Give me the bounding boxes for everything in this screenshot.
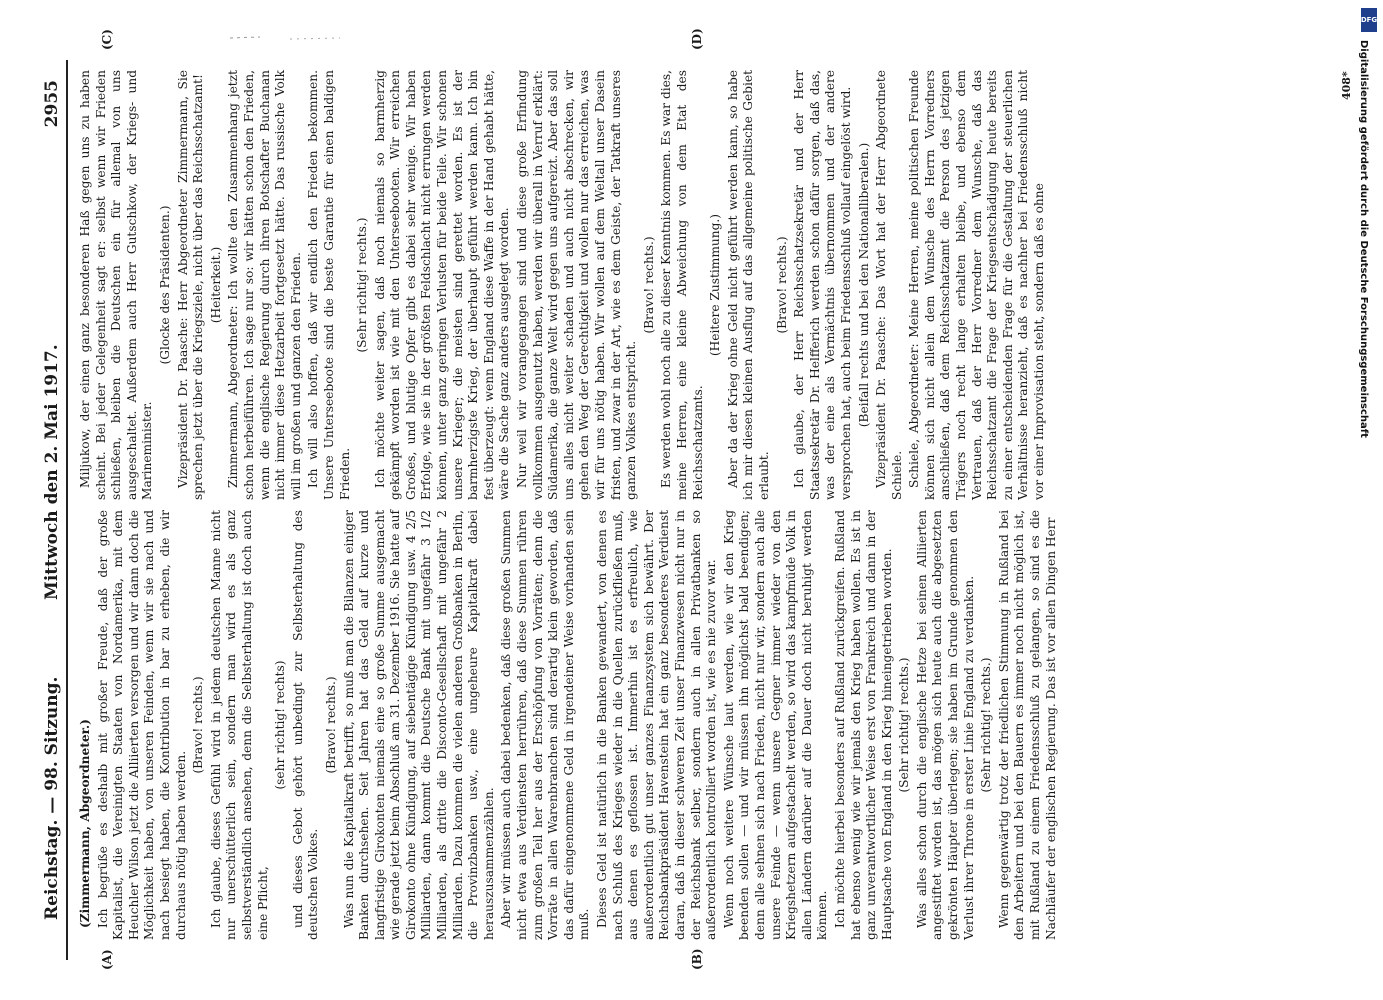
paragraph: Ich möchte hierbei besonders auf Rußland zurückgreifen. Rußland hat ebenso wenig wie wir jemals den Krieg haben wollen. Es ist in ganz unverantwortlicher Weise erst von Frankreich und dann in der Hauptsache von England in den Krieg hineingetrieben worden.: [832, 510, 894, 940]
paragraph: Ich möchte weiter sagen, daß noch niemals so barmherzig gekämpft worden ist wie mit den Unterseebooten. Wir erreichen Großes, und blutige Opfer gibt es dabei sehr wenige. Wir haben Erfolge, wie sie in der größten Feldschlacht nicht errungen werden können, unter ganz geringen Verlusten für beide Teile. Wir schonen unsere Krieger; die meisten sind gerettet worden. Es ist der barmherzigste Krieg, der überhaupt geführt werden kann. Ich bin fest überzeugt: wenn England diese Waffe in der Hand gehabt hätte, wäre die Sache ganz anders ausgelegt worden.: [372, 70, 512, 500]
paragraph: Ich will also hoffen, daß wir endlich den Frieden bekommen. Unsere Unterseeboote sind die beste Garantie für einen baldigen Frieden.: [306, 70, 352, 500]
speaker-line: (Zimmermann, Abgeordneter.): [78, 719, 92, 928]
interjection: (sehr richtig! rechts): [273, 660, 288, 790]
interjection: (Sehr richtig! rechts.): [979, 657, 994, 793]
margin-marker-a: (A): [100, 949, 114, 970]
interjection: (Heiterkeit.): [208, 246, 223, 324]
digitization-note-text: Digitalisierung gefördert durch die Deutsche Forschungsgemeinschaft: [1358, 40, 1369, 438]
signature-number: 408*: [1340, 71, 1353, 100]
paragraph: Ich glaube, dieses Gefühl wird in jedem deutschen Manne nicht nur unerschütterlich sein, sondern man wird es als ganz selbstverständlich ansehen, denn die Selbsterhaltung ist doch auch eine Pflicht,: [208, 510, 270, 940]
paragraph: Es werden wohl noch alle zu dieser Kenntnis kommen. Es war dies, meine Herren, eine kleine Abweichung von dem Etat des Reichsschatzamts.: [659, 70, 705, 500]
header-rule: [66, 60, 68, 960]
interjection: (Sehr richtig! rechts.): [355, 217, 370, 353]
interjection: (Glocke des Präsidenten.): [157, 205, 172, 365]
interjection: (Bravo! rechts.): [774, 236, 789, 334]
digitization-note: [1353, 40, 1375, 880]
margin-marker-b: (B): [690, 948, 704, 970]
paragraph: Aber wir müssen auch dabei bedenken, daß diese großen Summen nicht etwa aus Verdiensten herrühren, daß diese Summen rühren zum großen Teil her aus der Erschöpfung von Vorräten; denn die Vorräte in allen Warenbranchen sind derartig klein geworden, daß das dafür eingenommene Geld in irgendeiner Weise vorhanden sein muß.: [499, 510, 592, 940]
paragraph: Ich begrüße es deshalb mit großer Freude, daß der große Kapitalist, die Vereinigten Staaten von Nordamerika, mit dem Heuchler Wilson jetzt die Alliierten versorgen und wir dann doch die Möglichkeit haben, von unseren Feinden, wenn wir sie nach und nach besiegt haben, die Kontribution in bar zu erheben, die wir durchaus nötig haben werden.: [95, 510, 188, 940]
paragraph: Was alles schon durch die englische Hetze bei seinen Alliierten angestiftet worden ist, das mögen sich heute auch die abgesetzten gekrönten Häupter überlegen; sie haben im Grunde genommen den Verlust ihrer Throne in erster Linie England zu verdanken.: [914, 510, 976, 940]
paragraph: Nur weil wir vorangegangen sind und diese große Erfindung vollkommen ausgenutzt haben, werden wir überall in Verruf erklärt: Südamerika, die ganze Welt wird gegen uns aufgereizt. Aber das soll uns alles nicht weiter schaden und auch nicht abschrecken, wir gehen den Weg der Gerechtigkeit und wollen nur das erreichen, was wir für uns nötig haben. Wir wollen auf dem Weltall unser Dasein fristen, und zwar in der Art, wie es dem Geiste, der Tatkraft unseres ganzen Volkes entspricht.: [515, 70, 639, 500]
header-session: Reichstag. — 98. Sitzung.: [42, 676, 62, 920]
interjection: (Bravo! rechts.): [323, 676, 338, 774]
paragraph: Zimmermann, Abgeordneter: Ich wollte den Zusammenhang jetzt schon herbeiführen. Ich sage nur so: wir hätten schon den Frieden, wenn die englische Regierung durch ihren Botschafter Buchanan nicht immer diese Hetzarbeit fortgesetzt hätte. Das russische Volk will im großen und ganzen den Frieden.: [226, 70, 303, 500]
paragraph: Vizepräsident Dr. Paasche: Herr Abgeordneter Zimmermann, Sie sprechen jetzt über die Kriegsziele, nicht über das Reichsschatzamt!: [175, 70, 206, 500]
margin-marker-c: (C): [100, 29, 114, 50]
interjection: (Beifall rechts und bei den Nationalliberalen.): [856, 142, 871, 428]
interjection: (Bravo! rechts.): [641, 236, 656, 334]
paragraph: Miljukow, der einen ganz besonderen Haß gegen uns zu haben scheint. Bei jeder Gelegenheit sagt er: selbst wenn wir Frieden schließen, bleiben die Deutschen ein für allemal von uns ausgeschaltet. Außerdem auch Herr Gutschkow, der Kriegs- und Marineminister.: [78, 70, 155, 500]
paragraph: Aber da der Krieg ohne Geld nicht geführt werden kann, so habe ich mir diesen kleinen Ausflug auf das allgemeine politische Gebiet erlaubt.: [725, 70, 771, 500]
header-date: Mittwoch den 2. Mai 1917.: [42, 344, 62, 600]
text-column-right: [78, 70, 1378, 500]
scan-smudge: [230, 34, 350, 42]
interjection: (Heitere Zustimmung.): [708, 213, 723, 357]
interjection: (Bravo! rechts.): [191, 676, 206, 774]
margin-marker-d: (D): [690, 28, 704, 50]
paragraph: Vizepräsident Dr. Paasche: Das Wort hat der Herr Abgeordnete Schiele.: [874, 70, 904, 500]
paragraph: Wenn gegenwärtig trotz der friedlichen Stimmung in Rußland bei den Arbeitern und bei den Bauern es immer noch nicht möglich ist, mit Rußland zu einem Friedensschluß zu gelangen, so sind es die Nachläufer der englischen Regierung. Das ist vor allen Dingen Herr: [996, 510, 1058, 940]
paragraph: Schiele, Abgeordneter: Meine Herren, meine politischen Freunde können sich nicht allein dem Wunsche des Herrn Vorredners anschließen, daß dem Reichsschatzamt die Person des jetzigen Trägers noch recht lange erhalten bleibe, und ebenso dem Vertrauen, daß der Herr Vorredner dem Wunsche, daß das Reichsschatzamt die Frage der Kriegsentschädigung heute bereits zu einer entscheidenden Frage für die Gestaltung der steuerlichen Verhältnisse heranzieht, daß es nachher bei Friedensschluß nicht vor einer Improvisation steht, sondern daß es ohne: [907, 70, 1047, 500]
paragraph: Was nun die Kapitalkraft betrifft, so muß man die Bilanzen einiger Banken durchsehen. Seit Jahren hat das Geld auf kurze und langfristige Girokonten niemals eine so große Summe ausgemacht wie gerade jetzt beim Abschluß am 31. Dezember 1916. Sie hatte auf Girokonto ohne Kündigung, auf siebentägige Kündigung usw. 4 2/5 Milliarden, dann kommt die Deutsche Bank mit ungefähr 3 1/2 Milliarden, als dritte die Disconto-Gesellschaft mit ungefähr 2 Milliarden. Dazu kommen die vielen anderen Großbanken in Berlin, die Provinzbanken usw., eine ungeheure Kapitalkraft dabei herauszusammenzählen.: [341, 510, 496, 940]
paragraph: Dieses Geld ist natürlich in die Banken gewandert, von denen es nach Schluß des Krieges wieder in die Quellen zurückfließen muß, aus denen es geflossen ist. Immerhin ist es erfreulich, wie außerordentlich gut unser ganzes Finanzsystem sich bewährt. Der Reichsbankpräsident Havenstein hat ein ganz besonderes Verdienst daran, daß in dieser schweren Zeit unser Finanzwesen nicht nur in der Reichsbank selber, sondern auch in allen Privatbanken so außerordentlich kontrolliert worden ist, wie es nie zuvor war.: [595, 510, 719, 940]
interjection: (Sehr richtig! rechts.): [897, 657, 912, 793]
paragraph: Ich glaube, der Herr Reichsschatzsekretär und der Herr Staatssekretär Dr. Helfferich werden schon dafür sorgen, daß das, was der eine als Vermächtnis übernommen und der andere versprochen hat, auch beim Friedensschluß vollauf eingelöst wird.: [792, 70, 853, 500]
paragraph: und dieses Gebot gehört unbedingt zur Selbsterhaltung des deutschen Volkes.: [290, 510, 321, 940]
paragraph: Wenn noch weitere Wünsche laut werden, wie wir den Krieg beenden sollen — und wir müssen ihn möglichst bald beendigen; denn alle sehnen sich nach Frieden, nicht nur wir, sondern auch alle unsere Feinde — wenn unsere Gegner immer wieder von den Kriegshetzern aufgestachelt werden, so wird das kampfmüde Volk in allen Ländern darüber auf die Dauer doch nicht beruhigt werden können.: [721, 510, 830, 940]
page-number: 2955: [42, 80, 62, 128]
dfg-logo: DFG: [1361, 8, 1377, 32]
text-column-left: [78, 510, 1378, 940]
